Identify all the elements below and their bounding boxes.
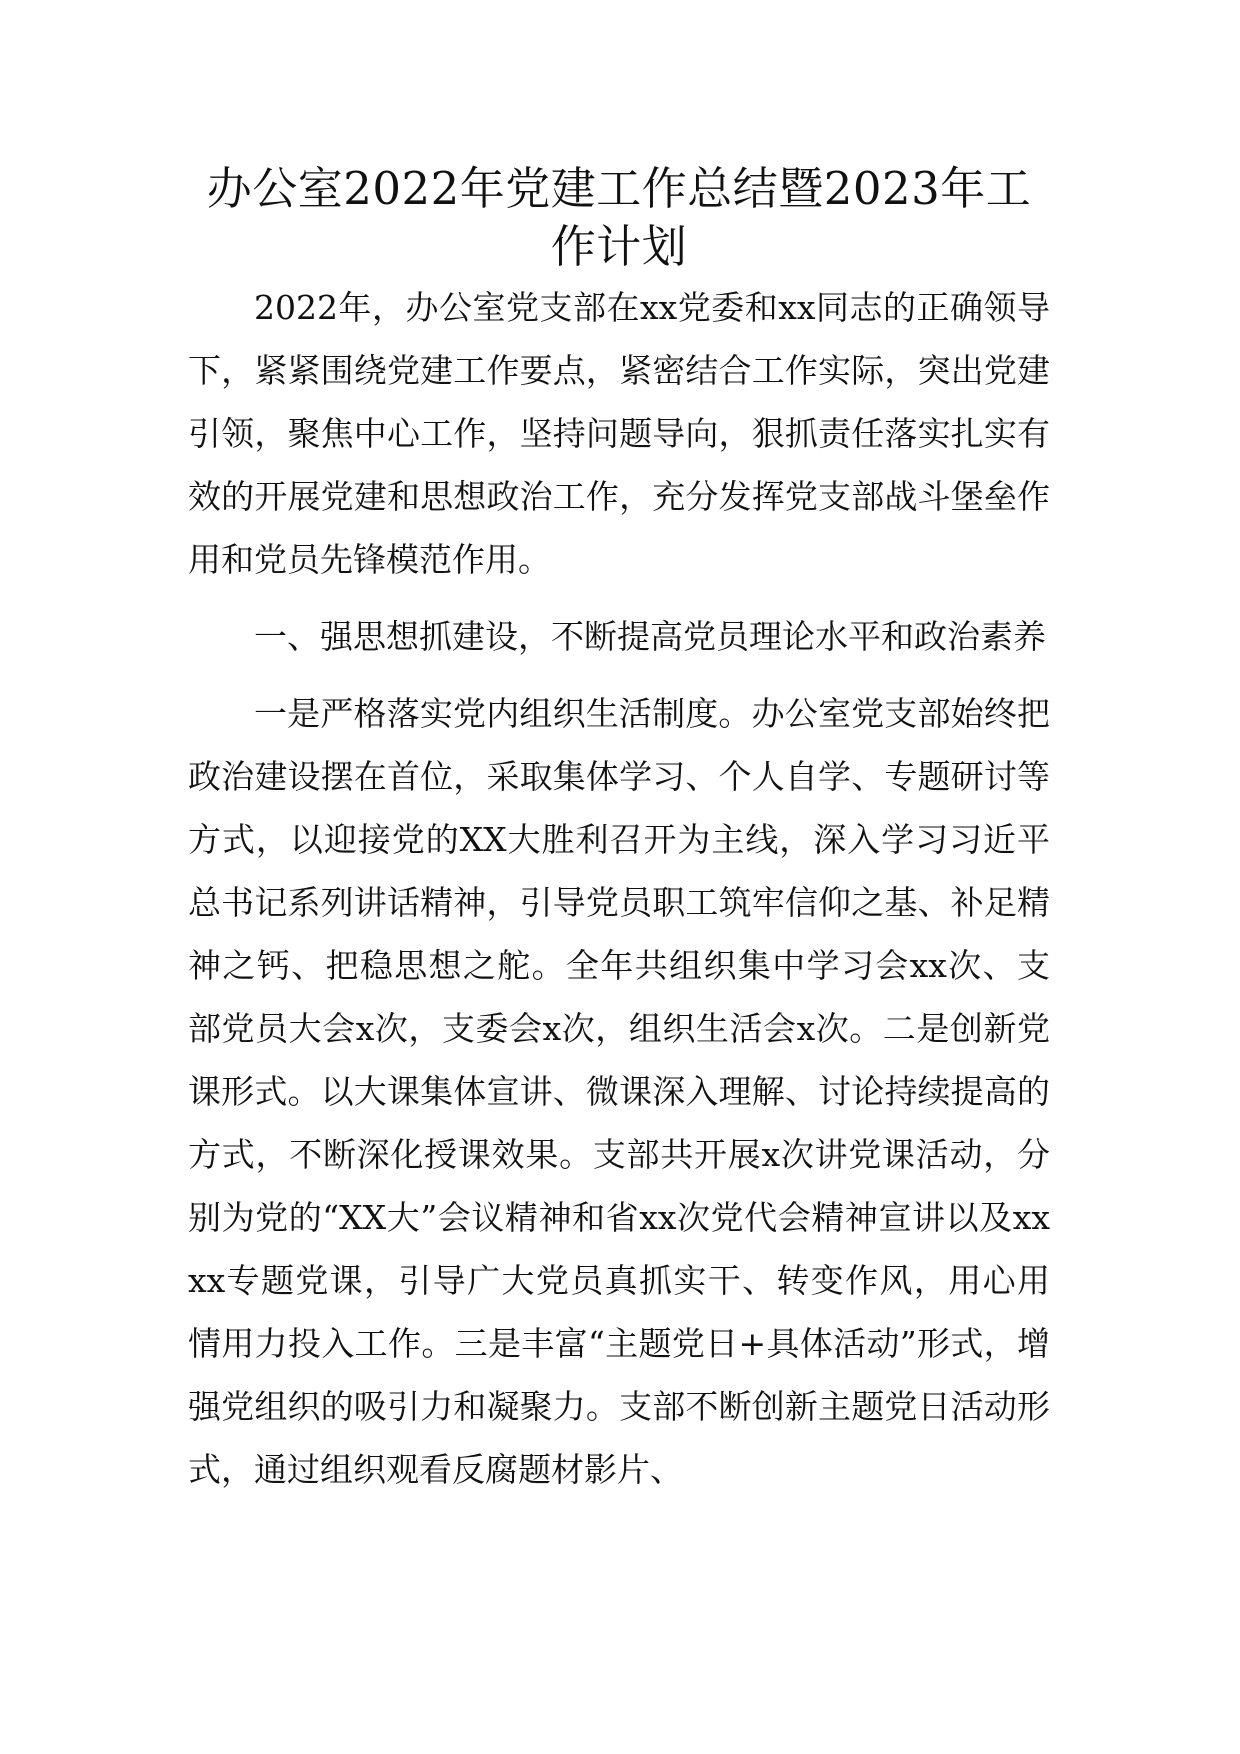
document-title: 办公室2022年党建工作总结暨2023年工作计划 (206, 162, 1032, 273)
document-page (188, 160, 1050, 1501)
section-heading-1: 一、强思想抓建设，不断提高党员理论水平和政治素养 (254, 617, 1046, 656)
section-body-1: 一是严格落实党内组织生活制度。办公室党支部始终把政治建设摆在首位，采取集体学习、个人自学、专题研讨等方式，以迎接党的XX大胜利召开为主线，深入学习习近平总书记系列讲话精神，引导党员职工筑牢信仰之基、补足精神之钙、把稳思想之舵。全年共组织集中学习会xx次、支部党员大会x次，支委会x次，组织生活会x次。二是创新党课形式。以大课集体宣讲、微课深入理解、讨论持续提高的方式，不断深化授课效果。支部共开展x次讲党课活动，分别为党的“XX大”会议精神和省xx次党代会精神宣讲以及xxxx专题党课，引导广大党员真抓实干、转变作风，用心用情用力投入工作。三是丰富“主题党日+具体活动”形式，增强党组织的吸引力和凝聚力。支部不断创新主题党日活动形式，通过组织观看反腐题材影片、 (188, 694, 1050, 1489)
intro-paragraph: 2022年，办公室党支部在xx党委和xx同志的正确领导下，紧紧围绕党建工作要点，紧密结合工作实际，突出党建引领，聚焦中心工作，坚持问题导向，狠抓责任落实扎实有效的开展党建和思想政治工作，充分发挥党支部战斗堡垒作用和党员先锋模范作用。 (188, 288, 1050, 579)
